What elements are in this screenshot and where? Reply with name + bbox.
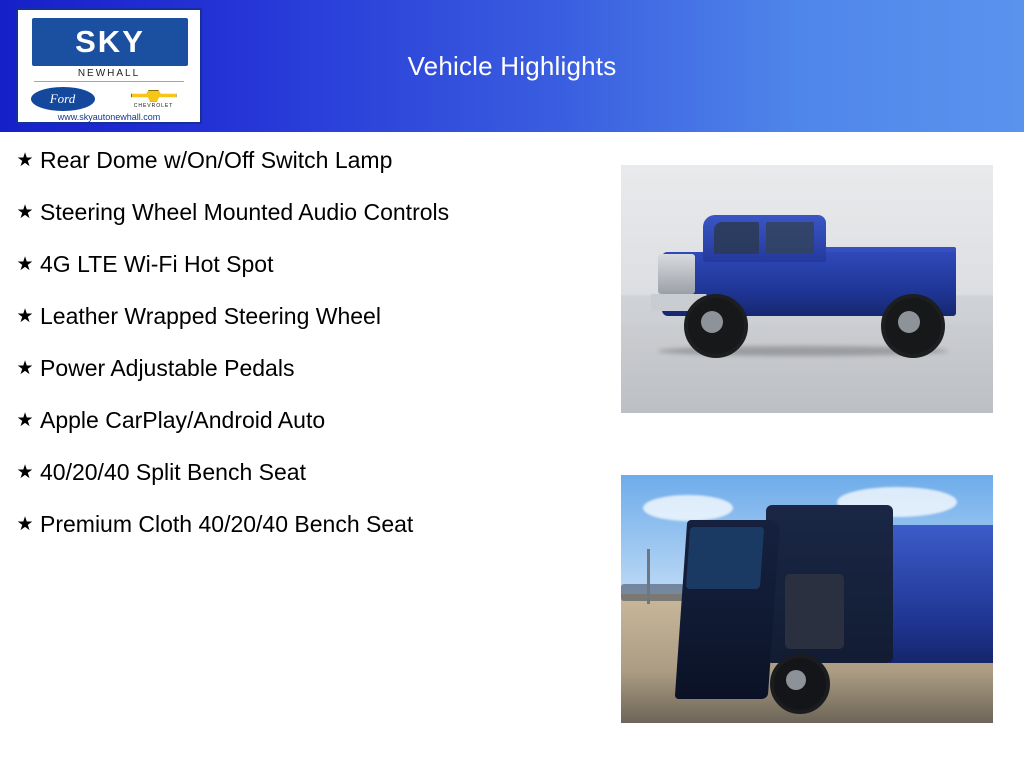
star-bullet-icon: ★ [16,514,34,535]
logo-brand-text: SKY [75,24,145,59]
star-bullet-icon: ★ [16,254,34,275]
list-item [10,510,595,539]
logo-divider [34,81,184,82]
truck-exterior-photo [621,165,993,413]
list-item [10,354,595,383]
logo-brand-badge [32,18,188,66]
feature-label: Premium Cloth 40/20/40 Bench Seat [40,511,414,537]
feature-label: Rear Dome w/On/Off Switch Lamp [40,147,393,173]
star-bullet-icon: ★ [16,358,34,379]
list-item [10,302,595,331]
truck-front-wheel [684,294,748,358]
photo-cloud [643,495,733,521]
feature-label: Power Adjustable Pedals [40,355,295,381]
slide-content [0,132,1024,768]
truck-rear-window [766,222,814,254]
photo-light-pole [647,549,650,604]
truck-side-body [889,525,993,664]
star-bullet-icon: ★ [16,150,34,171]
chevrolet-bowtie-icon [119,88,189,110]
logo-franchises [18,86,200,112]
list-item [10,146,595,175]
truck-open-door-photo [621,475,993,723]
logo-location-text: NEWHALL [77,68,141,79]
star-bullet-icon: ★ [16,462,34,483]
photo-background-cars [621,584,684,601]
truck-door-window [686,527,765,589]
truck-front-window [714,222,759,254]
logo-website-url: www.skyautonewhall.com [57,112,161,122]
list-item [10,458,595,487]
list-item [10,198,595,227]
truck-rear-wheel [881,294,945,358]
feature-label: Apple CarPlay/Android Auto [40,407,326,433]
chevrolet-label: CHEVROLET [133,102,174,109]
dealer-logo [16,8,202,124]
feature-label: Leather Wrapped Steering Wheel [40,303,381,329]
feature-label: 4G LTE Wi-Fi Hot Spot [40,251,274,277]
feature-label: 40/20/40 Split Bench Seat [40,459,306,485]
star-bullet-icon: ★ [16,410,34,431]
page-title: Vehicle Highlights [407,50,617,81]
feature-label: Steering Wheel Mounted Audio Controls [40,199,450,225]
star-bullet-icon: ★ [16,202,34,223]
truck-bench-seat [785,574,845,648]
list-item [10,406,595,435]
feature-list [10,146,595,562]
ford-oval-icon: Ford [30,86,96,112]
truck-grille [658,254,695,294]
truck-front-wheel [770,654,830,714]
star-bullet-icon: ★ [16,306,34,327]
list-item [10,250,595,279]
bowtie-shape-icon [131,90,177,102]
